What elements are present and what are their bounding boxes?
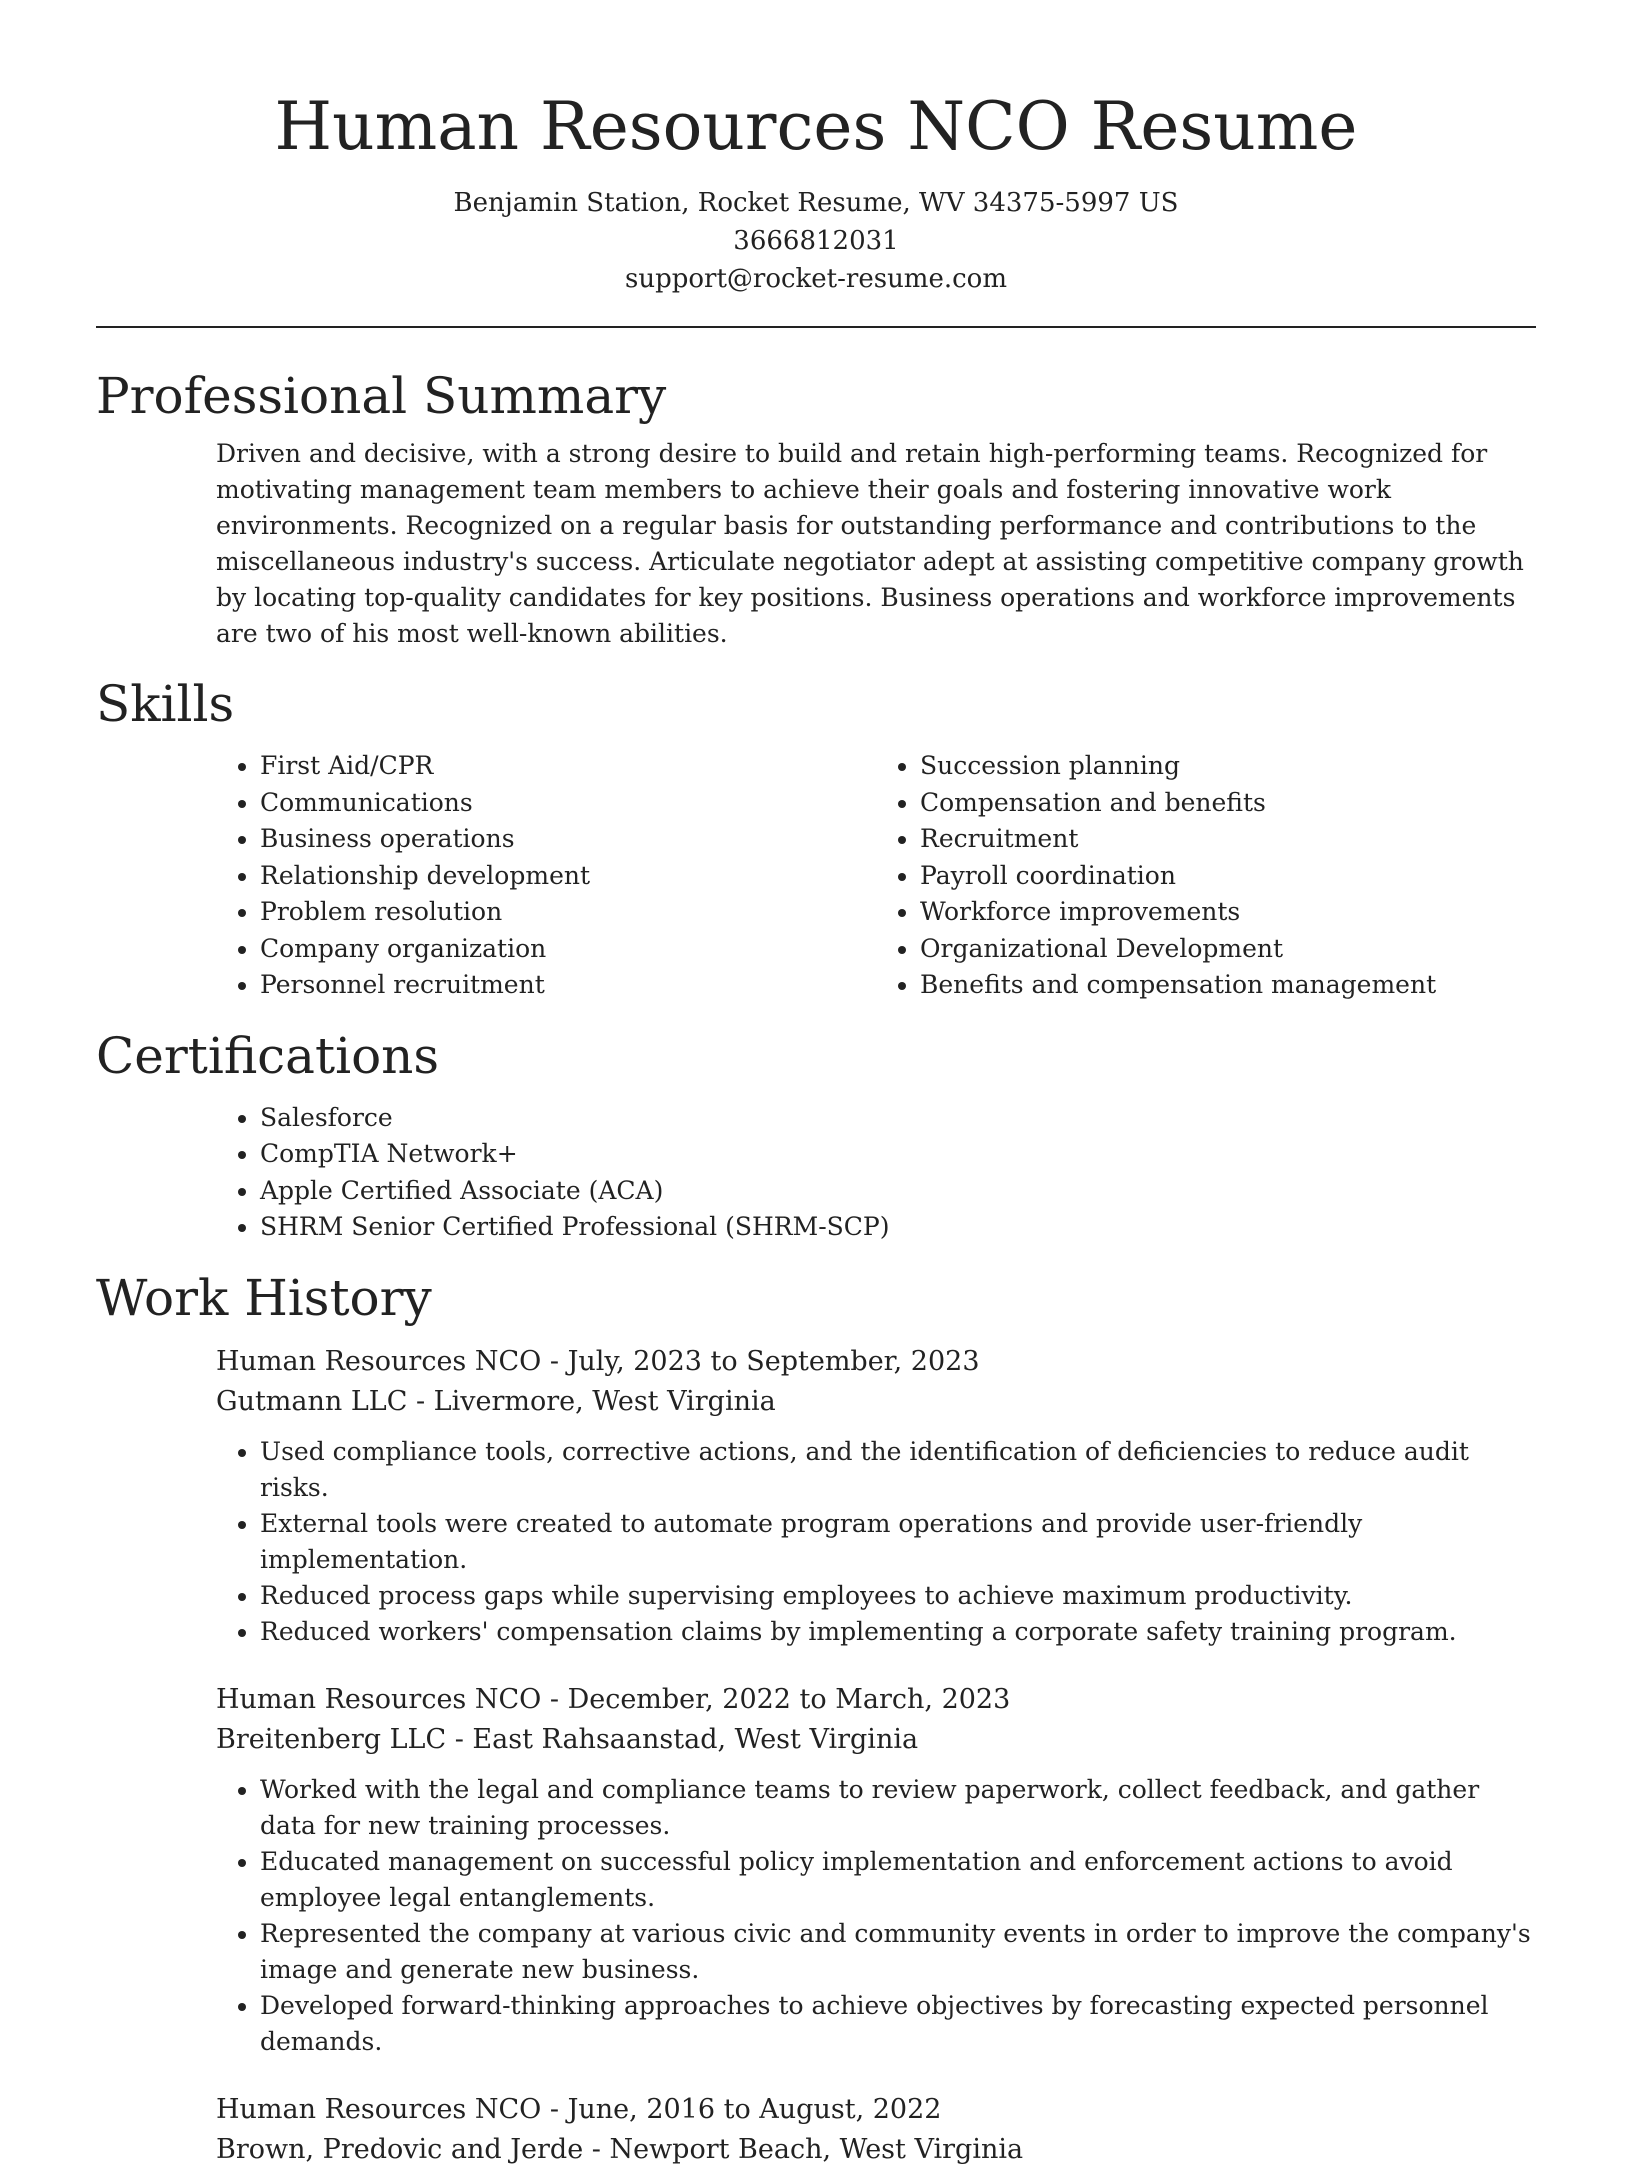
certifications-section (96, 1026, 1536, 1246)
contact-address: Benjamin Station, Rocket Resume, WV 34375-5997 US (453, 188, 1179, 218)
certifications-heading: Certifications (96, 1026, 440, 1085)
job-entry (216, 2090, 1536, 2170)
skill-item: • Problem resolution (260, 894, 876, 931)
skill-item: • Business operations (260, 821, 876, 858)
job-company: Brown, Predovic and Jerde - Newport Beach, West Virginia (216, 2133, 1024, 2165)
job-bullet: • Reduced workers' compensation claims by implementing a corporate safety training program. (260, 1614, 1536, 1650)
skill-item: • First Aid/CPR (260, 748, 876, 785)
skills-list-right (876, 748, 1536, 1004)
certification-item: • CompTIA Network+ (260, 1136, 1536, 1173)
certifications-list (216, 1100, 1536, 1246)
skill-item: • Recruitment (920, 821, 1536, 858)
work-history-heading: Work History (96, 1268, 432, 1327)
skill-item: • Communications (260, 785, 876, 822)
skill-item: • Organizational Development (920, 931, 1536, 968)
job-bullet: • Educated management on successful policy implementation and enforcement actions to avoid employee legal entanglements. (260, 1844, 1536, 1916)
job-title: Human Resources NCO - July, 2023 to September, 2023 (216, 1345, 980, 1377)
summary-section (96, 366, 1536, 652)
job-company: Breitenberg LLC - East Rahsaanstad, West Virginia (216, 1723, 919, 1755)
job-bullet: • Reduced process gaps while supervising employees to achieve maximum productivity. (260, 1578, 1536, 1614)
certification-item: • Apple Certified Associate (ACA) (260, 1173, 1536, 1210)
skill-item: • Payroll coordination (920, 858, 1536, 895)
job-bullet: • Represented the company at various civic and community events in order to improve the company's image and generate new business. (260, 1916, 1536, 1988)
job-bullet: • Developed forward-thinking approaches to achieve objectives by forecasting expected personnel demands. (260, 1988, 1536, 2060)
skill-item: • Workforce improvements (920, 894, 1536, 931)
certification-item: • Salesforce (260, 1100, 1536, 1137)
header-divider (96, 326, 1536, 328)
job-company: Gutmann LLC - Livermore, West Virginia (216, 1385, 776, 1417)
skills-columns (216, 748, 1536, 1004)
contact-phone: 3666812031 (733, 226, 899, 256)
job-bullets (216, 1434, 1536, 1650)
job-bullet: • External tools were created to automate program operations and provide user-friendly implementation. (260, 1506, 1536, 1578)
job-bullet: • Used compliance tools, corrective actions, and the identification of deficiencies to reduce audit risks. (260, 1434, 1536, 1506)
resume-title: Human Resources NCO Resume (274, 88, 1358, 165)
skill-item: • Relationship development (260, 858, 876, 895)
certifications-wrapper (216, 1100, 1536, 1246)
work-history-section (96, 1268, 1536, 2170)
job-entry (216, 1680, 1536, 2060)
contact-block (96, 184, 1536, 298)
job-bullets (216, 1772, 1536, 2060)
job-title: Human Resources NCO - June, 2016 to August, 2022 (216, 2093, 942, 2125)
skill-item: • Company organization (260, 931, 876, 968)
skill-item: • Succession planning (920, 748, 1536, 785)
job-title: Human Resources NCO - December, 2022 to March, 2023 (216, 1683, 1011, 1715)
skills-list-left (216, 748, 876, 1004)
skill-item: • Personnel recruitment (260, 967, 876, 1004)
resume-page (96, 0, 1536, 2170)
skills-section (96, 674, 1536, 1004)
certification-item: • SHRM Senior Certified Professional (SHRM-SCP) (260, 1209, 1536, 1246)
contact-email: support@rocket-resume.com (624, 264, 1007, 294)
skills-heading: Skills (96, 675, 235, 733)
summary-heading: Professional Summary (96, 367, 667, 425)
job-entry (216, 1342, 1536, 1650)
summary-text: Driven and decisive, with a strong desire to build and retain high-performing teams. Recognized for motivating management team members to achieve their goals and fostering innovative work environments. Recognized on a regular basis for outstanding performance and contributions to the miscellaneous industry's success. Articulate negotiator adept at assisting competitive company growth by locating top-quality candidates for key positions. Business operations and workforce improvements are two of his most well-known abilities. (216, 439, 1524, 648)
job-bullet: • Worked with the legal and compliance teams to review paperwork, collect feedback, and gather data for new training processes. (260, 1772, 1536, 1844)
skill-item: • Compensation and benefits (920, 785, 1536, 822)
skill-item: • Benefits and compensation management (920, 967, 1536, 1004)
